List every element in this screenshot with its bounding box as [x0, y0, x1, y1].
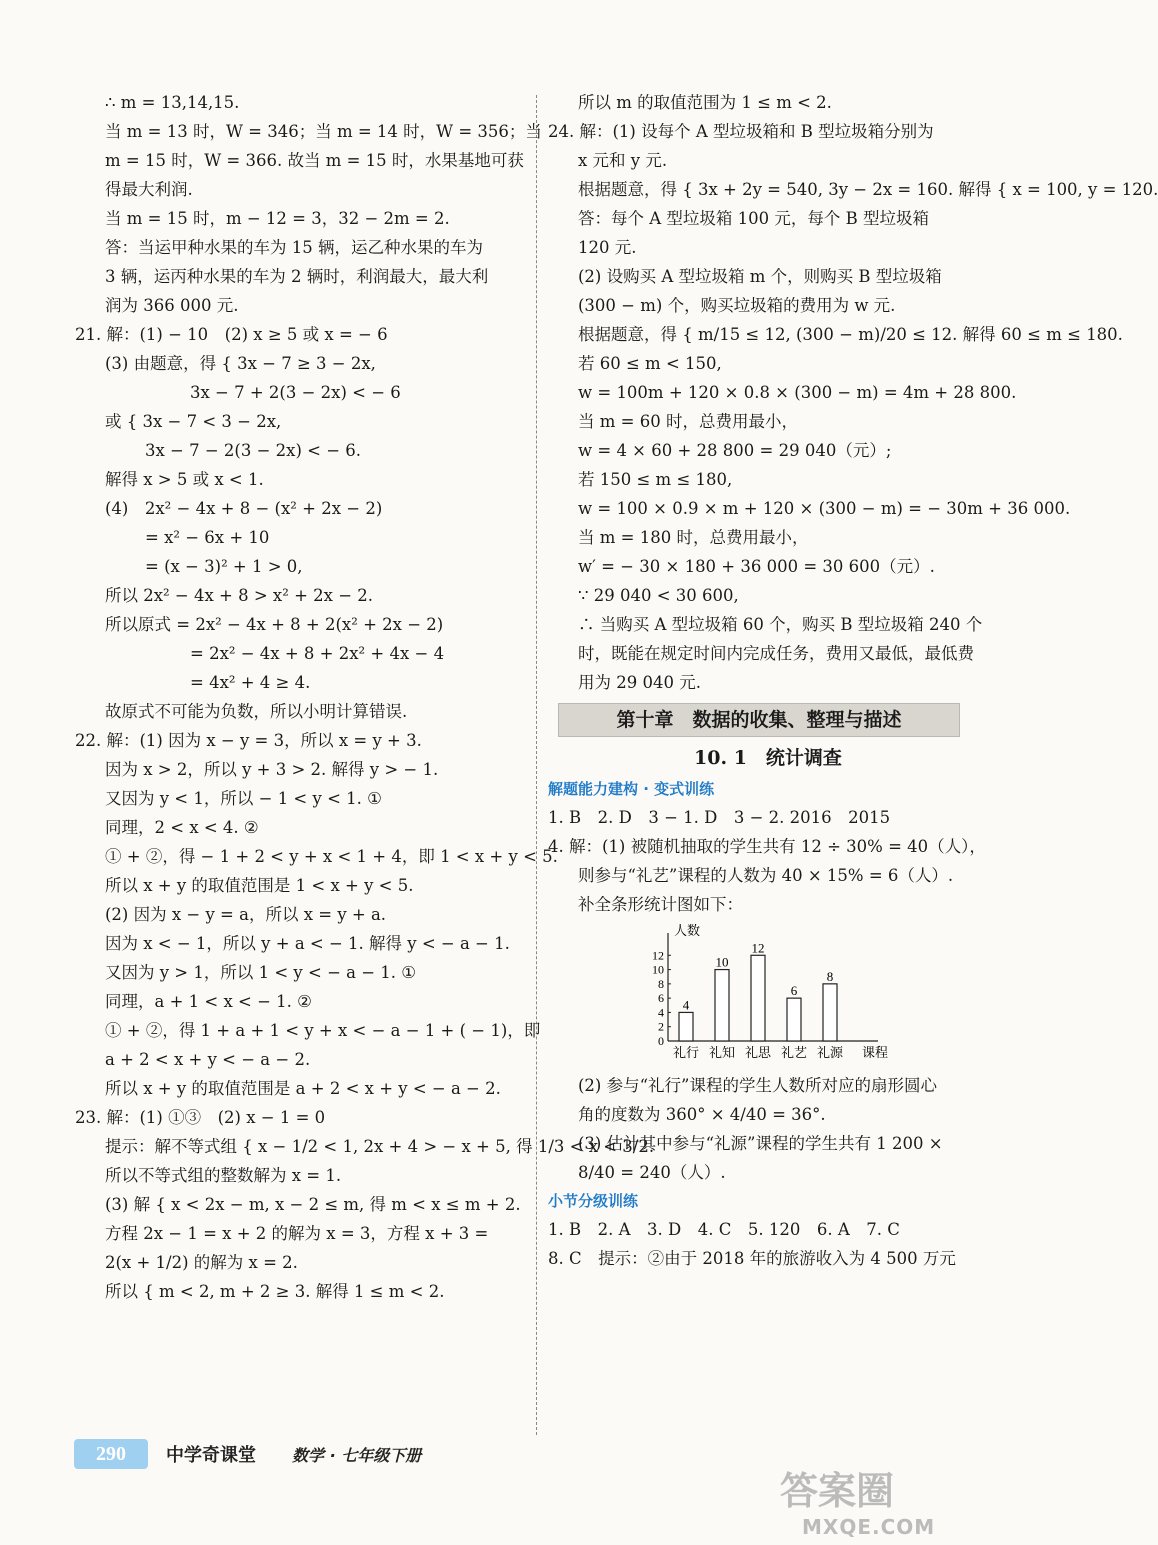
watermark: [780, 1460, 935, 1539]
text-line: 当 m = 15 时，m − 12 = 3，32 − 2m = 2.: [105, 209, 450, 228]
text-line: 3x − 7 + 2(3 − 2x) < − 6: [190, 383, 401, 402]
text-line: 补全条形统计图如下：: [578, 895, 743, 914]
text-line: 时，既能在规定时间内完成任务，费用又最低，最低费: [578, 644, 974, 663]
y-tick-label: 6: [658, 991, 664, 1006]
bar-礼思: [751, 955, 765, 1041]
text-line: (3) 解 { x < 2x − m, x − 2 ≤ m, 得 m < x ≤ m + 2.: [105, 1195, 521, 1214]
text-line: 角的度数为 360° × 4/40 = 36°.: [578, 1105, 826, 1124]
text-line: 1. B 2. D 3 − 1. D 3 − 2. 2016 2015: [548, 808, 891, 827]
text-line: 所以原式 = 2x² − 4x + 8 + 2(x² + 2x − 2): [105, 615, 444, 634]
bar-value-label: 8: [826, 968, 834, 984]
x-tick-label: 礼知: [708, 1046, 736, 1061]
section-title: 10. 1 统计调查: [694, 747, 842, 769]
watermark-line2: MXQE.COM: [802, 1515, 936, 1539]
text-line: (2) 因为 x − y = a，所以 x = y + a.: [105, 905, 387, 924]
text-line: 用为 29 040 元.: [578, 673, 701, 692]
text-line: 3 辆，运丙种水果的车为 2 辆时，利润最大，最大利: [105, 267, 489, 286]
text-line: 又因为 y < 1，所以 − 1 < y < 1. ①: [105, 789, 382, 808]
text-line: (2) 设购买 A 型垃圾箱 m 个，则购买 B 型垃圾箱: [578, 267, 942, 286]
text-line: 当 m = 60 时，总费用最小，: [578, 412, 798, 431]
text-line: ∴ m = 13,14,15.: [105, 93, 240, 112]
y-tick-label: 10: [652, 962, 664, 977]
text-line: w = 100 × 0.9 × m + 120 × (300 − m) = − 30m + 36 000.: [578, 499, 1071, 518]
x-tick-label: 礼思: [744, 1046, 772, 1061]
y-tick-label: 4: [658, 1005, 664, 1020]
text-line: 答：每个 A 型垃圾箱 100 元，每个 B 型垃圾箱: [578, 209, 930, 228]
text-line: 方程 2x − 1 = x + 2 的解为 x = 3，方程 x + 3 =: [105, 1224, 489, 1243]
text-line: 或 { 3x − 7 < 3 − 2x,: [105, 412, 282, 431]
text-line: (300 − m) 个，购买垃圾箱的费用为 w 元.: [578, 296, 896, 315]
text-line: (3) 估计其中参与“礼源”课程的学生共有 1 200 ×: [578, 1134, 943, 1153]
watermark-line1: 答案圈: [780, 1469, 895, 1513]
right-column: [548, 88, 1158, 1273]
y-tick-label: 0: [658, 1034, 664, 1048]
text-line: 解得 x > 5 或 x < 1.: [105, 470, 264, 489]
text-line: ∴ 当购买 A 型垃圾箱 60 个，购买 B 型垃圾箱 240 个: [578, 615, 983, 634]
text-line: ① + ②，得 − 1 + 2 < y + x < 1 + 4，即 1 < x + y < 5.: [105, 847, 558, 866]
text-line: 又因为 y > 1，所以 1 < y < − a − 1. ①: [105, 963, 417, 982]
x-tick-label: 礼源: [816, 1046, 844, 1061]
bar-礼源: [823, 984, 837, 1041]
text-line: 同理，2 < x < 4. ②: [105, 818, 259, 837]
text-line: 3x − 7 − 2(3 − 2x) < − 6.: [145, 441, 362, 460]
bar-礼知: [715, 970, 729, 1041]
x-tick-label: 礼行: [672, 1046, 700, 1061]
text-line: 所以不等式组的整数解为 x = 1.: [105, 1166, 342, 1185]
text-line: = 4x² + 4 ≥ 4.: [190, 673, 311, 692]
text-line: 4. 解：(1) 被随机抽取的学生共有 12 ÷ 30% = 40（人），: [548, 837, 986, 856]
text-line: 24. 解：(1) 设每个 A 型垃圾箱和 B 型垃圾箱分别为: [548, 122, 934, 141]
text-line: = 2x² − 4x + 8 + 2x² + 4x − 4: [190, 644, 445, 663]
text-line: w = 4 × 60 + 28 800 = 29 040（元）;: [578, 441, 892, 460]
text-line: 120 元.: [578, 238, 637, 257]
text-line: 所以 x + y 的取值范围是 1 < x + y < 5.: [105, 876, 414, 895]
text-line: a + 2 < x + y < − a − 2.: [105, 1050, 311, 1069]
text-line: 8/40 = 240（人）.: [578, 1163, 726, 1182]
text-line: 21. 解：(1) − 10 (2) x ≥ 5 或 x = − 6: [75, 325, 388, 344]
bar-chart: [638, 921, 898, 1071]
y-tick-label: 2: [658, 1019, 664, 1034]
text-line: 当 m = 180 时，总费用最小，: [578, 528, 809, 547]
text-line: = x² − 6x + 10: [145, 528, 270, 547]
bar-value-label: 6: [790, 983, 798, 999]
text-line: 同理，a + 1 < x < − 1. ②: [105, 992, 312, 1011]
chart-followup-answers: [548, 1071, 988, 1187]
column-divider: [536, 95, 537, 1435]
text-line: w = 100m + 120 × 0.8 × (300 − m) = 4m + 28 800.: [578, 383, 1017, 402]
text-line: 根据题意，得 { m/15 ≤ 12, (300 − m)/20 ≤ 12. 解得 60 ≤ m ≤ 180.: [578, 325, 1123, 344]
text-line: = (x − 3)² + 1 > 0,: [145, 557, 303, 576]
y-axis-label: 人数: [674, 924, 701, 939]
chapter-title: 第十章 数据的收集、整理与描述: [558, 703, 960, 737]
variant-training-answers: [548, 803, 988, 919]
text-line: m = 15 时，W = 366. 故当 m = 15 时，水果基地可获: [105, 151, 524, 170]
page-number: 290: [74, 1439, 148, 1469]
text-line: (4) 2x² − 4x + 8 − (x² + 2x − 2): [105, 499, 383, 518]
text-line: 得最大利润.: [105, 180, 193, 199]
text-line: 所以 m 的取值范围为 1 ≤ m < 2.: [578, 93, 832, 112]
text-line: w′ = − 30 × 180 + 36 000 = 30 600（元）.: [578, 557, 935, 576]
text-line: 润为 366 000 元.: [105, 296, 239, 315]
y-tick-label: 8: [658, 976, 664, 991]
text-line: 23. 解：(1) ①③ (2) x − 1 = 0: [75, 1108, 326, 1127]
variant-training-heading: 解题能力建构 · 变式训练: [548, 780, 715, 798]
problem-24-solution: [548, 88, 1158, 697]
text-line: 根据题意，得 { 3x + 2y = 540, 3y − 2x = 160. 解得 { x = 100, y = 120.: [578, 180, 1158, 199]
bar-value-label: 10: [715, 954, 729, 970]
text-line: 若 150 ≤ m ≤ 180,: [578, 470, 733, 489]
text-line: 则参与“礼艺”课程的人数为 40 × 15% = 6（人）.: [578, 866, 954, 885]
brand-name: 中学奇课堂: [166, 1445, 256, 1466]
text-line: 因为 x < − 1，所以 y + a < − 1. 解得 y < − a − 1.: [105, 934, 510, 953]
section-training-heading: 小节分级训练: [548, 1192, 639, 1210]
x-axis-label: 课程: [862, 1046, 889, 1061]
y-tick-label: 12: [652, 948, 664, 963]
subject-label: 数学 · 七年级下册: [292, 1446, 422, 1465]
text-line: x 元和 y 元.: [578, 151, 668, 170]
text-line: 提示：解不等式组 { x − 1/2 < 1, 2x + 4 > − x + 5, 得 1/3 < x < 3/2.: [105, 1137, 655, 1156]
section-training-answers: [548, 1215, 988, 1273]
bar-礼艺: [787, 998, 801, 1041]
text-line: 答：当运甲种水果的车为 15 辆，运乙种水果的车为: [105, 238, 483, 257]
text-line: 8. C 提示：②由于 2018 年的旅游收入为 4 500 万元: [548, 1249, 956, 1268]
bar-礼行: [679, 1012, 693, 1041]
text-line: 22. 解：(1) 因为 x − y = 3，所以 x = y + 3.: [75, 731, 422, 750]
text-line: 所以 x + y 的取值范围是 a + 2 < x + y < − a − 2.: [105, 1079, 501, 1098]
text-line: 1. B 2. A 3. D 4. C 5. 120 6. A 7. C: [548, 1220, 900, 1239]
text-line: 当 m = 13 时，W = 346；当 m = 14 时，W = 356；当: [105, 122, 542, 141]
text-line: 若 60 ≤ m < 150,: [578, 354, 722, 373]
text-line: 故原式不可能为负数，所以小明计算错误.: [105, 702, 408, 721]
bar-value-label: 4: [682, 997, 690, 1013]
text-line: 所以 2x² − 4x + 8 > x² + 2x − 2.: [105, 586, 374, 605]
text-line: ① + ②，得 1 + a + 1 < y + x < − a − 1 + ( − 1)，即: [105, 1021, 541, 1040]
text-line: ∵ 29 040 < 30 600,: [578, 586, 739, 605]
bar-value-label: 12: [751, 940, 765, 956]
text-line: 因为 x > 2，所以 y + 3 > 2. 解得 y > − 1.: [105, 760, 439, 779]
text-line: 2(x + 1/2) 的解为 x = 2.: [105, 1253, 298, 1272]
text-line: (3) 由题意，得 { 3x − 7 ≥ 3 − 2x,: [105, 354, 376, 373]
text-line: (2) 参与“礼行”课程的学生人数所对应的扇形圆心: [578, 1076, 937, 1095]
x-tick-label: 礼艺: [780, 1046, 808, 1061]
text-line: 所以 { m < 2, m + 2 ≥ 3. 解得 1 ≤ m < 2.: [105, 1282, 445, 1301]
